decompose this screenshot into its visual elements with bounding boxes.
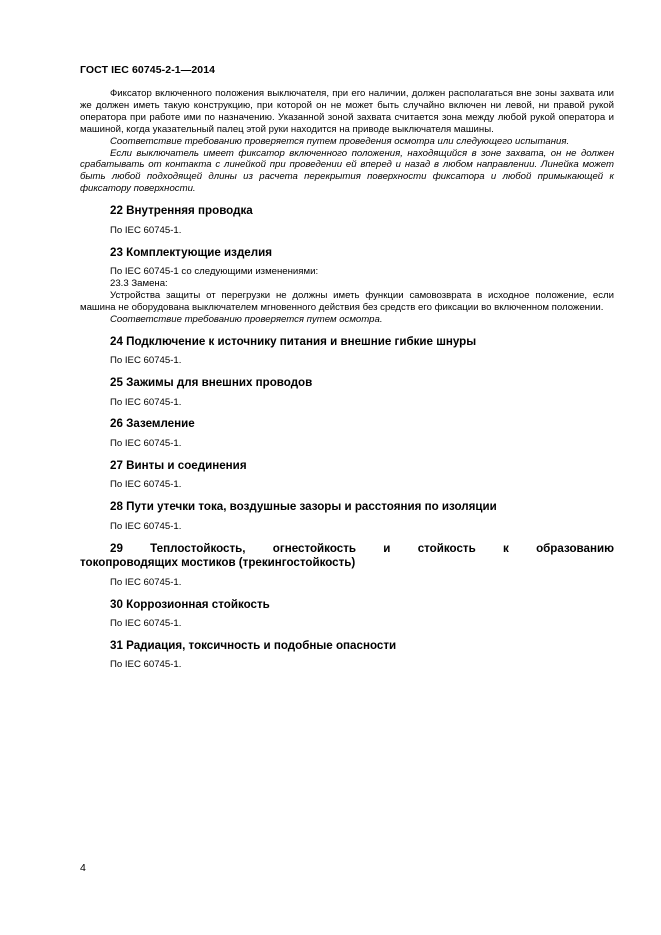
section-22-title: 22 Внутренняя проводка xyxy=(110,204,253,218)
intro-paragraph-1: Фиксатор включенного положения выключателя, при его наличии, должен располагаться вне зоны захвата или же должен иметь такую конструкцию, при которой он не может быть случайно включен ни левой, ни правой рукой оператора при работе ими по назначению. Указанной зоной захвата считается зона между любой рукой оператора и машиной, когда указательный палец этой руки находится на приводе выключателя машины. xyxy=(80,88,614,135)
section-29-title xyxy=(80,542,614,571)
section-30-body: По IEC 60745-1. xyxy=(110,618,182,630)
section-22-body: По IEC 60745-1. xyxy=(110,224,182,236)
intro-paragraph-2: Соответствие требованию проверяется путем проведения осмотра или следующего испытания. xyxy=(110,135,570,147)
section-24-body: По IEC 60745-1. xyxy=(110,355,182,367)
section-29-body: По IEC 60745-1. xyxy=(110,576,182,588)
section-23-line-1: По IEC 60745-1 со следующими изменениями: xyxy=(110,266,319,278)
section-30 xyxy=(80,598,614,630)
section-23-line-2: 23.3 Замена: xyxy=(110,277,168,289)
section-31-body: По IEC 60745-1. xyxy=(110,659,182,671)
section-29-title-line-1: 29 Теплостойкость, огнестойкость и стойкость к образованию xyxy=(110,541,614,555)
section-28-title: 28 Пути утечки тока, воздушные зазоры и расстояния по изоляции xyxy=(110,500,497,514)
section-28-body: По IEC 60745-1. xyxy=(110,520,182,532)
section-23-line-4: Соответствие требованию проверяется путем осмотра. xyxy=(110,313,383,325)
section-27-body: По IEC 60745-1. xyxy=(110,479,182,491)
section-23 xyxy=(80,246,614,326)
intro-paragraph-3: Если выключатель имеет фиксатор включенного положения, находящийся в зоне захвата, он не должен срабатывать от контакта с линейкой при проведении ей вперед и назад в любом направлении. Линейка может быть любой подходящей длины из расчета перекрытия поверхности фиксатора и любой примыкающей к фиксатору поверхности. xyxy=(80,147,614,195)
section-31-title: 31 Радиация, токсичность и подобные опасности xyxy=(110,638,397,652)
section-29 xyxy=(80,542,614,589)
section-22 xyxy=(80,204,614,236)
document-header: ГОСТ IEC 60745-2-1—2014 xyxy=(80,64,216,76)
page-number: 4 xyxy=(80,862,86,874)
section-29-title-line-2: токопроводящих мостиков (трекингостойкость) xyxy=(80,556,356,570)
section-28 xyxy=(80,500,614,532)
section-26-body: По IEC 60745-1. xyxy=(110,437,182,449)
document-body xyxy=(80,88,614,671)
section-26-title: 26 Заземление xyxy=(110,417,195,431)
section-23-line-3: Устройства защиты от перегрузки не должны иметь функции самовозврата в исходное положение, если машина не оборудована выключателем мгновенного действия без средств его фиксации во включенном положении. xyxy=(80,289,614,313)
section-23-title: 23 Комплектующие изделия xyxy=(110,245,273,259)
section-26 xyxy=(80,417,614,449)
section-27 xyxy=(80,459,614,491)
section-27-title: 27 Винты и соединения xyxy=(110,458,247,472)
section-25 xyxy=(80,376,614,408)
section-30-title: 30 Коррозионная стойкость xyxy=(110,597,270,611)
section-24 xyxy=(80,335,614,367)
section-31 xyxy=(80,639,614,671)
section-24-title: 24 Подключение к источнику питания и внешние гибкие шнуры xyxy=(110,334,477,348)
section-25-body: По IEC 60745-1. xyxy=(110,396,182,408)
section-25-title: 25 Зажимы для внешних проводов xyxy=(110,376,313,389)
